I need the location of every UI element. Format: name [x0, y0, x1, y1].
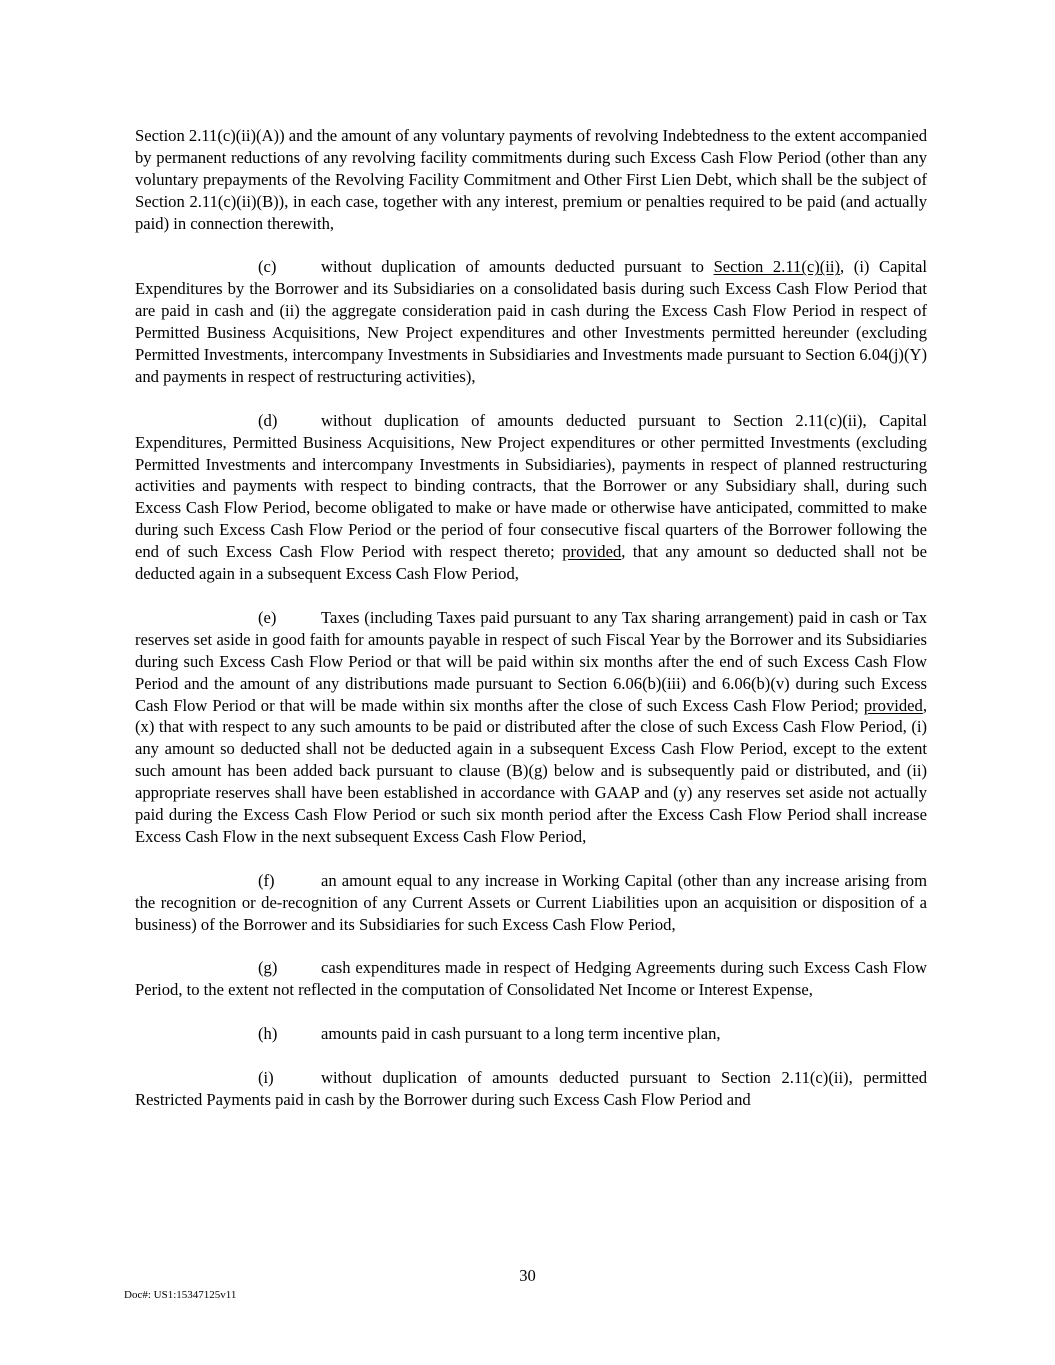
clause-label: (g)	[258, 958, 278, 978]
clause-label: (h)	[258, 1024, 278, 1044]
clause-h: (h) amounts paid in cash pursuant to a long term incentive plan,	[258, 1024, 721, 1044]
clause-label: (d)	[258, 410, 278, 430]
clause-label: (i)	[258, 1067, 274, 1087]
document-id-footer: Doc#: US1:15347125v11	[124, 1289, 237, 1301]
document-body	[135, 125, 927, 1133]
clause-f: (f) an amount equal to any increase in Working Capital (other than any increase arising from the recognition or de-recognition of any Current Assets or Current Liabilities upon an acquisition or disposition of a business) of the Borrower and its Subsidiaries for such Excess Cash Flow Period,	[135, 870, 927, 934]
continuation-paragraph	[135, 125, 927, 235]
provided-term: provided	[562, 542, 622, 562]
provided-term: provided	[863, 695, 923, 715]
clause-d: (d) without duplication of amounts deducted pursuant to Section 2.11(c)(ii), Capital Expenditures, Permitted Business Acquisitions, New Project expenditures or other permitted Investments (excluding Permitted Investments and intercompany Investments in Subsidiaries), payments in respect of planned restructuring activities and payments with respect to binding contracts, that the Borrower or any Subsidiary shall, during such Excess Cash Flow Period, become obligated to make or have made or otherwise have anticipated, committed to make during such Excess Cash Flow Period or the period of four consecutive fiscal quarters of the Borrower following the end of such Excess Cash Flow Period with respect thereto; provided, that any amount so deducted shall not be deducted again in a subsequent Excess Cash Flow Period,	[135, 410, 927, 584]
section-reference: Section 2.11(c)(ii)	[713, 257, 841, 277]
clause-e: (e) Taxes (including Taxes paid pursuant to any Tax sharing arrangement) paid in cash or Tax reserves set aside in good faith for amounts payable in respect of such Fiscal Year by the Borrower and its Subsidiaries during such Excess Cash Flow Period or that will be paid within six months after the end of such Excess Cash Flow Period and the amount of any distributions made pursuant to Section 6.06(b)(iii) and 6.06(b)(v) during such Excess Cash Flow Period or that will be made within six months after the close of such Excess Cash Flow Period; provided, (x) that with respect to any such amounts to be paid or distributed after the close of such Excess Cash Flow Period, (i) any amount so deducted shall not be deducted again in a subsequent Excess Cash Flow Period, except to the extent such amount has been added back pursuant to clause (B)(g) below and is subsequently paid or distributed, and (ii) appropriate reserves shall have been established in accordance with GAAP and (y) any reserves set aside not actually paid during the Excess Cash Flow Period or such six month period after the Excess Cash Flow Period shall increase Excess Cash Flow in the next subsequent Excess Cash Flow Period,	[135, 607, 927, 846]
clause-label: (c)	[258, 257, 277, 277]
clause-label: (e)	[258, 607, 277, 627]
clause-c: (c) without duplication of amounts deducted pursuant to Section 2.11(c)(ii), (i) Capital Expenditures by the Borrower and its Subsidiaries on a consolidated basis during such Excess Cash Flow Period that are paid in cash and (ii) the aggregate consideration paid in cash during the Excess Cash Flow Period in respect of Permitted Business Acquisitions, New Project expenditures and other Investments permitted hereunder (excluding Permitted Investments, intercompany Investments in Subsidiaries and Investments made pursuant to Section 6.04(j)(Y) and payments in respect of restructuring activities),	[135, 257, 927, 386]
page-number: 30	[519, 1266, 536, 1285]
clause-label: (f)	[258, 870, 275, 890]
continuation-text: Section 2.11(c)(ii)(A)) and the amount of any voluntary payments of revolving Indebtedness to the extent accompanied by permanent reductions of any revolving facility commitments during such Excess Cash Flow Period (other than any voluntary prepayments of the Revolving Facility Commitment and Other First Lien Debt, which shall be the subject of Section 2.11(c)(ii)(B)), in each case, together with any interest, premium or penalties required to be paid (and actually paid) in connection therewith,	[135, 126, 927, 233]
clause-i: (i) without duplication of amounts deducted pursuant to Section 2.11(c)(ii), permitted Restricted Payments paid in cash by the Borrower during such Excess Cash Flow Period and	[135, 1067, 927, 1109]
clause-g: (g) cash expenditures made in respect of Hedging Agreements during such Excess Cash Flow Period, to the extent not reflected in the computation of Consolidated Net Income or Interest Expense,	[135, 958, 927, 1000]
